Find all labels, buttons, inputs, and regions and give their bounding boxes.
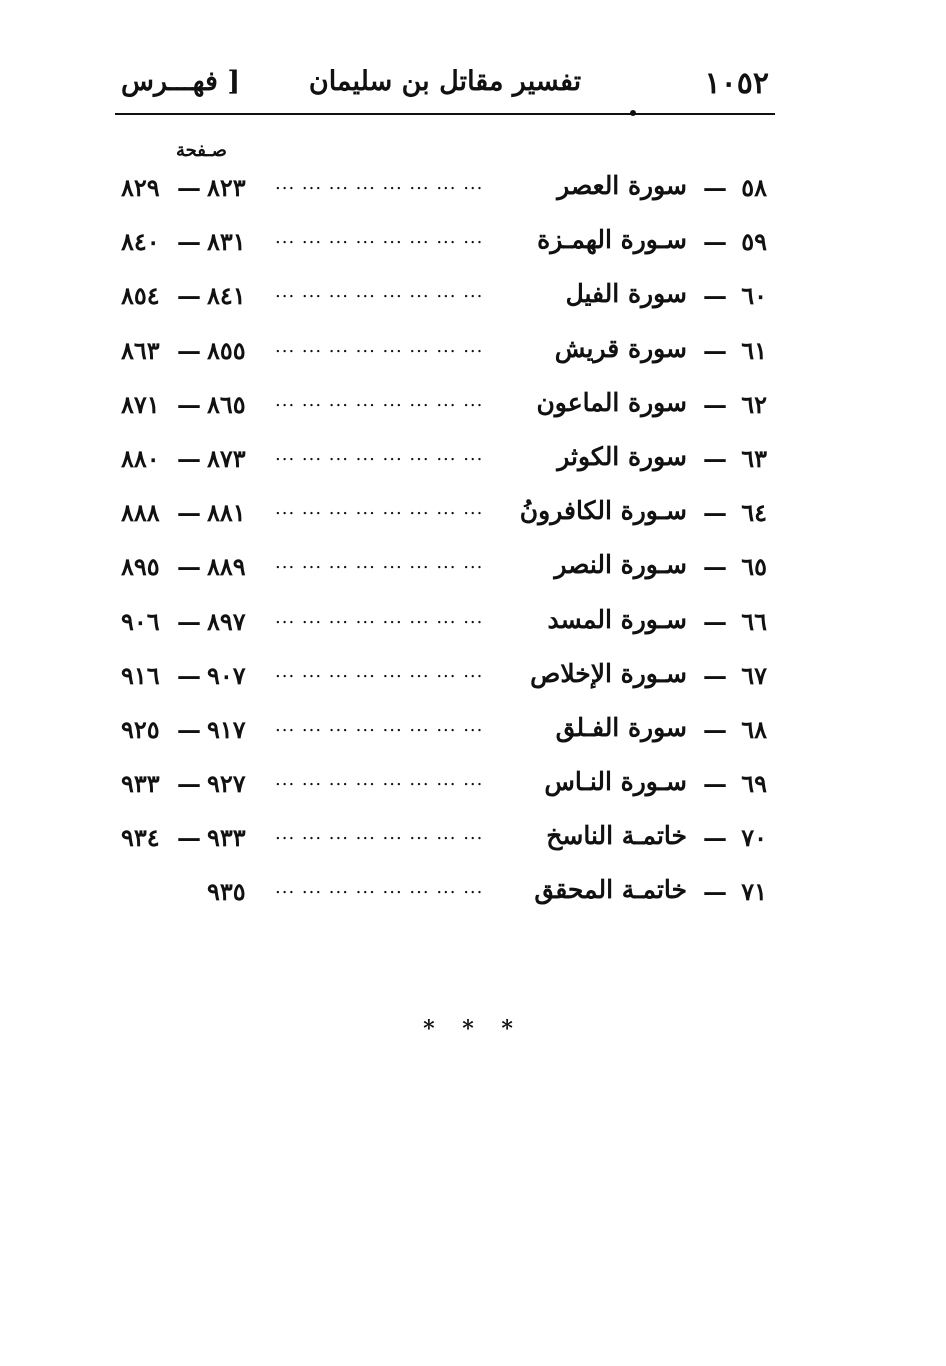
- entry-page-from: ٨٩٧: [207, 606, 246, 636]
- entry-range-separator: —: [177, 389, 201, 419]
- entry-number: ٦٦: [741, 606, 767, 636]
- entry-number: ٧٠: [741, 823, 767, 853]
- entry-page-from: ٨٣١: [207, 227, 246, 257]
- entry-number: ٦٨: [741, 714, 767, 744]
- entry-page-from: ٨٦٥: [207, 389, 246, 419]
- entry-page-to: ٨٧١: [121, 389, 160, 419]
- entry-range-separator: —: [177, 714, 201, 744]
- index-entry: [115, 328, 775, 382]
- entry-number: ٦٢: [741, 389, 767, 419]
- leader-dots: ... ... ... ... ... ... ... ...: [275, 877, 484, 899]
- entry-page-from: ٩٠٧: [207, 660, 246, 690]
- entry-number: ٥٨: [741, 173, 767, 202]
- entry-range-separator: —: [177, 660, 201, 690]
- entry-page-to: ٩٠٦: [121, 606, 160, 636]
- index-entry: [115, 165, 775, 219]
- entry-dash: —: [703, 606, 727, 636]
- leader-dots: ... ... ... ... ... ... ... ...: [275, 823, 484, 845]
- index-entry: [115, 436, 775, 490]
- entry-dash: —: [703, 227, 727, 257]
- entry-range-separator: —: [177, 498, 201, 528]
- entry-title: سـورة النصر: [554, 550, 687, 580]
- leader-dots: ... ... ... ... ... ... ... ...: [275, 606, 484, 628]
- entry-page-from: ٨٨١: [207, 498, 246, 528]
- entry-page-to: ٨٦٣: [121, 335, 160, 365]
- entry-page-to: ٨٨٨: [121, 498, 160, 528]
- leader-dots: ... ... ... ... ... ... ... ...: [275, 714, 484, 736]
- entry-title: خاتمـة المحقق: [534, 875, 687, 905]
- running-header: [115, 58, 775, 114]
- entry-title: سـورة الكافرونُ: [519, 496, 687, 526]
- entry-number: ٧١: [741, 877, 767, 907]
- entry-title: سـورة النـاس: [544, 767, 687, 797]
- entry-dash: —: [703, 714, 727, 744]
- entry-page-to: ٩٣٣: [121, 769, 160, 799]
- entry-title: سورة الفـلق: [555, 712, 687, 742]
- leader-dots: ... ... ... ... ... ... ... ...: [275, 389, 484, 411]
- index-entry: [115, 869, 775, 923]
- entry-title: سورة الفيل: [565, 279, 687, 309]
- leader-dots: ... ... ... ... ... ... ... ...: [275, 227, 484, 249]
- entry-number: ٦٩: [741, 769, 767, 799]
- entry-title: سورة الكوثر: [557, 441, 687, 471]
- entry-page-from: ٩٣٥: [207, 877, 246, 907]
- entry-dash: —: [703, 498, 727, 528]
- entry-dash: —: [703, 281, 727, 311]
- entry-title: سورة قريش: [554, 333, 687, 363]
- index-entry: [115, 815, 775, 869]
- entry-title: سـورة المسد: [547, 604, 687, 634]
- entry-page-from: ٩١٧: [207, 714, 246, 744]
- entry-page-from: ٩٢٧: [207, 769, 246, 799]
- entry-range-separator: —: [177, 227, 201, 257]
- entry-number: ٦٥: [741, 552, 767, 582]
- entry-range-separator: —: [177, 281, 201, 311]
- end-mark: * * *: [423, 1016, 523, 1042]
- entry-page-to: ٨٩٥: [121, 552, 160, 582]
- book-title: تفسير مقاتل بن سليمان: [308, 66, 582, 97]
- entry-title: سـورة الهمـزة: [537, 225, 687, 255]
- index-entry: [115, 544, 775, 598]
- page-number: ١٠٥٢: [704, 66, 769, 101]
- index-entry: [115, 707, 775, 761]
- entry-page-to: ٩٣٤: [121, 823, 160, 853]
- leader-dots: ... ... ... ... ... ... ... ...: [275, 281, 484, 303]
- entry-number: ٦٧: [741, 660, 767, 690]
- leader-dots: ... ... ... ... ... ... ... ...: [275, 660, 484, 682]
- entry-dash: —: [703, 335, 727, 365]
- leader-dots: ... ... ... ... ... ... ... ...: [275, 335, 484, 357]
- entry-number: ٦٠: [741, 281, 767, 311]
- entry-range-separator: —: [177, 443, 201, 473]
- entry-title: خاتمـة الناسخ: [546, 821, 687, 851]
- entry-dash: —: [703, 173, 727, 202]
- entry-page-from: ٩٣٣: [207, 823, 246, 853]
- entry-dash: —: [703, 660, 727, 690]
- index-entry: [115, 599, 775, 653]
- entry-range-separator: —: [177, 606, 201, 636]
- entry-dash: —: [703, 877, 727, 907]
- index-entry: [115, 761, 775, 815]
- entry-page-to: ٩٢٥: [121, 714, 160, 744]
- entry-page-from: ٨٨٩: [207, 552, 246, 582]
- entry-dash: —: [703, 389, 727, 419]
- header-rule: [115, 113, 775, 115]
- entry-dash: —: [703, 769, 727, 799]
- entry-dash: —: [703, 823, 727, 853]
- index-entry: [115, 273, 775, 327]
- entry-page-from: ٨٧٣: [207, 443, 246, 473]
- entry-dash: —: [703, 443, 727, 473]
- entry-range-separator: —: [177, 173, 201, 202]
- index-entry: [115, 653, 775, 707]
- entry-title: سورة الماعون: [536, 387, 687, 417]
- entry-page-from: ٨٢٣: [207, 173, 246, 202]
- entry-page-from: ٨٤١: [207, 281, 246, 311]
- leader-dots: ... ... ... ... ... ... ... ...: [275, 769, 484, 791]
- entry-number: ٦٤: [741, 498, 767, 528]
- entry-number: ٦٣: [741, 443, 767, 473]
- entry-range-separator: —: [177, 552, 201, 582]
- entry-dash: —: [703, 552, 727, 582]
- leader-dots: ... ... ... ... ... ... ... ...: [275, 443, 484, 465]
- index-list: [115, 165, 775, 924]
- entry-page-to: ٨٤٠: [121, 227, 160, 257]
- entry-number: ٥٩: [741, 227, 767, 257]
- index-entry: [115, 382, 775, 436]
- leader-dots: ... ... ... ... ... ... ... ...: [275, 173, 484, 194]
- rule-mark: [630, 110, 636, 116]
- index-entry: [115, 219, 775, 273]
- entry-page-to: ٨٨٠: [121, 443, 160, 473]
- entry-title: سـورة الإخلاص: [530, 658, 687, 688]
- entry-page-to: ٩١٦: [121, 660, 160, 690]
- entry-number: ٦١: [741, 335, 767, 365]
- index-entry: [115, 490, 775, 544]
- entry-range-separator: —: [177, 823, 201, 853]
- leader-dots: ... ... ... ... ... ... ... ...: [275, 498, 484, 520]
- entry-range-separator: —: [177, 769, 201, 799]
- section-label: [ فهـــرس: [121, 66, 241, 97]
- entry-range-separator: —: [177, 335, 201, 365]
- entry-page-to: ٨٥٤: [121, 281, 160, 311]
- entry-page-from: ٨٥٥: [207, 335, 246, 365]
- leader-dots: ... ... ... ... ... ... ... ...: [275, 552, 484, 574]
- entry-title: سورة العصر: [557, 171, 687, 200]
- page-column-label: صـفحة: [176, 140, 227, 161]
- entry-page-to: ٨٢٩: [121, 173, 160, 202]
